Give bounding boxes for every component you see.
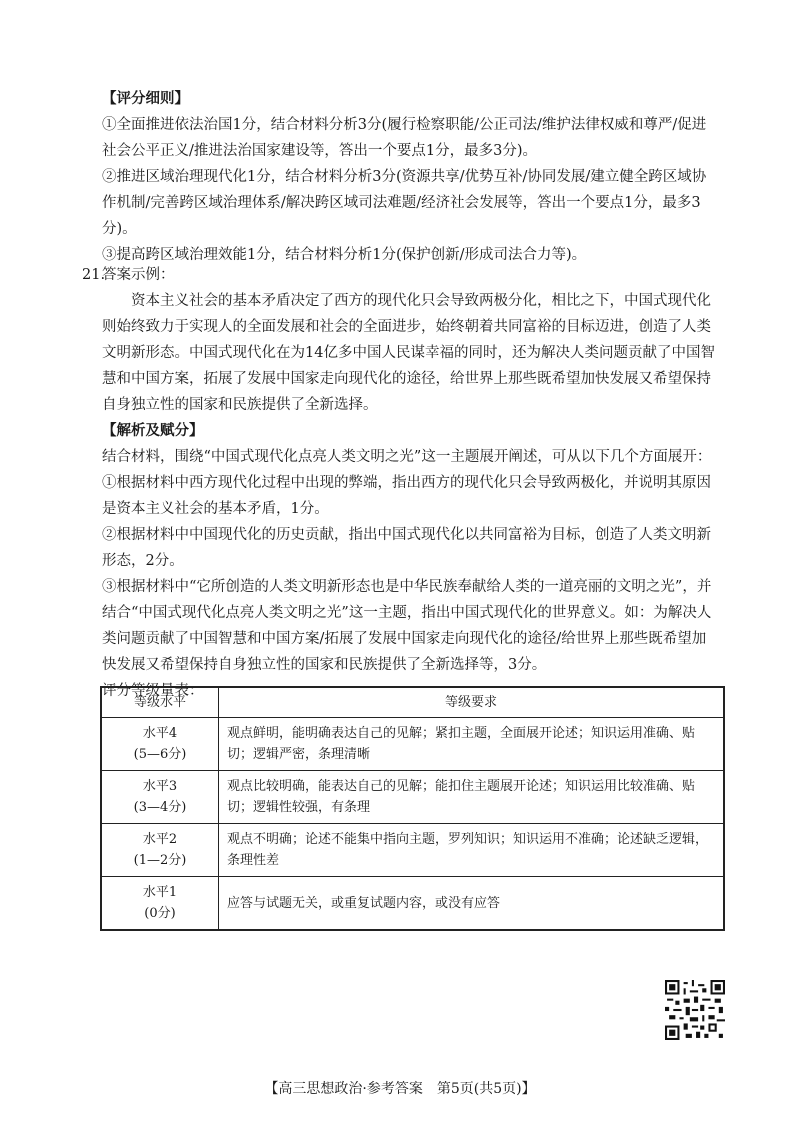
analysis-intro: 结合材料，围绕“中国式现代化点亮人类文明之光”这一主题展开阐述，可从以下几个方面展开： (102, 449, 712, 465)
qr-code-icon (665, 980, 725, 1040)
answer-label: 答案示例： (102, 267, 175, 283)
analysis-item-1: ①根据材料中西方现代化过程中出现的弊端，指出西方的现代化只会导致两极化，并说明其原因是资本主义社会的基本矛盾，1分。 (102, 475, 711, 517)
header-requirement: 等级要求 (219, 687, 725, 718)
table-row (101, 718, 724, 771)
question-number: 21. (82, 267, 106, 283)
level-name: 水平3 (142, 779, 178, 794)
grade-table (100, 686, 725, 931)
level-name: 水平4 (142, 726, 178, 741)
table-title: 评分等级量表： (102, 683, 204, 699)
table-row (101, 824, 724, 877)
level-name: 水平1 (142, 885, 178, 900)
level-cell (101, 771, 219, 824)
level-cell (101, 824, 219, 877)
table-row (101, 877, 724, 931)
scoring-item-2: ②推进区域治理现代化1分，结合材料分析3分(资源共享/优势互补/协同发展/建立健全跨区域协作机制/完善跨区域治理体系/解决跨区域司法难题/经济社会发展等，答出一个要点1分，最多3分)。 (102, 169, 707, 237)
page-footer: 【高三思想政治·参考答案 第5页(共5页)】 (264, 1081, 536, 1097)
table-row (101, 771, 724, 824)
question-21 (102, 262, 717, 704)
scoring-item-1: ①全面推进依法治国1分，结合材料分析3分(履行检察职能/公正司法/维护法律权威和尊严/促进社会公平正义/推进法治国家建设等，答出一个要点1分，最多3分)。 (102, 117, 707, 159)
requirement-cell: 观点鲜明，能明确表达自己的见解；紧扣主题，全面展开论述；知识运用准确、贴切；逻辑严密，条理清晰 (219, 718, 725, 771)
scoring-heading: 【评分细则】 (102, 90, 189, 107)
requirement-cell: 观点不明确；论述不能集中指向主题，罗列知识；知识运用不准确；论述缺乏逻辑，条理性差 (219, 824, 725, 877)
scoring-detail (102, 86, 717, 268)
level-range: (0分) (144, 906, 176, 921)
requirement-cell: 应答与试题无关，或重复试题内容，或没有应答 (219, 877, 725, 931)
header-level: 等级水平 (101, 687, 219, 718)
analysis-item-3: ③根据材料中“它所创造的人类文明新形态也是中华民族奉献给人类的一道亮丽的文明之光”，并结合“中国式现代化点亮人类文明之光”这一主题，指出中国式现代化的世界意义。如：为解决人类问题贡献了中国智慧和中国方案/拓展了发展中国家走向现代化的途径/给世界上那些既希望加快发展又希望保持自身独立性的国家和民族提供了全新选择等，3分。 (102, 579, 712, 673)
level-range: (1—2分) (133, 853, 187, 868)
level-name: 水平2 (142, 832, 178, 847)
level-cell (101, 877, 219, 931)
analysis-item-2: ②根据材料中中国现代化的历史贡献，指出中国式现代化以共同富裕为目标，创造了人类文明新形态，2分。 (102, 527, 711, 569)
grade-table-header (101, 687, 724, 718)
level-cell (101, 718, 219, 771)
requirement-cell: 观点比较明确，能表达自己的见解；能扣住主题展开论述；知识运用比较准确、贴切；逻辑性较强，有条理 (219, 771, 725, 824)
analysis-heading: 【解析及赋分】 (102, 422, 204, 439)
level-range: (3—4分) (133, 800, 187, 815)
level-range: (5—6分) (133, 747, 187, 762)
answer-example: 资本主义社会的基本矛盾决定了西方的现代化只会导致两极分化，相比之下，中国式现代化则始终致力于实现人的全面发展和社会的全面进步，始终朝着共同富裕的目标迈进，创造了人类文明新形态。中国式现代化在为14亿多中国人民谋幸福的同时，还为解决人类问题贡献了中国智慧和中国方案，拓展了发展中国家走向现代化的途径，给世界上那些既希望加快发展又希望保持自身独立性的国家和民族提供了全新选择。 (102, 293, 715, 413)
scoring-item-3: ③提高跨区域治理效能1分，结合材料分析1分(保护创新/形成司法合力等)。 (102, 247, 587, 263)
